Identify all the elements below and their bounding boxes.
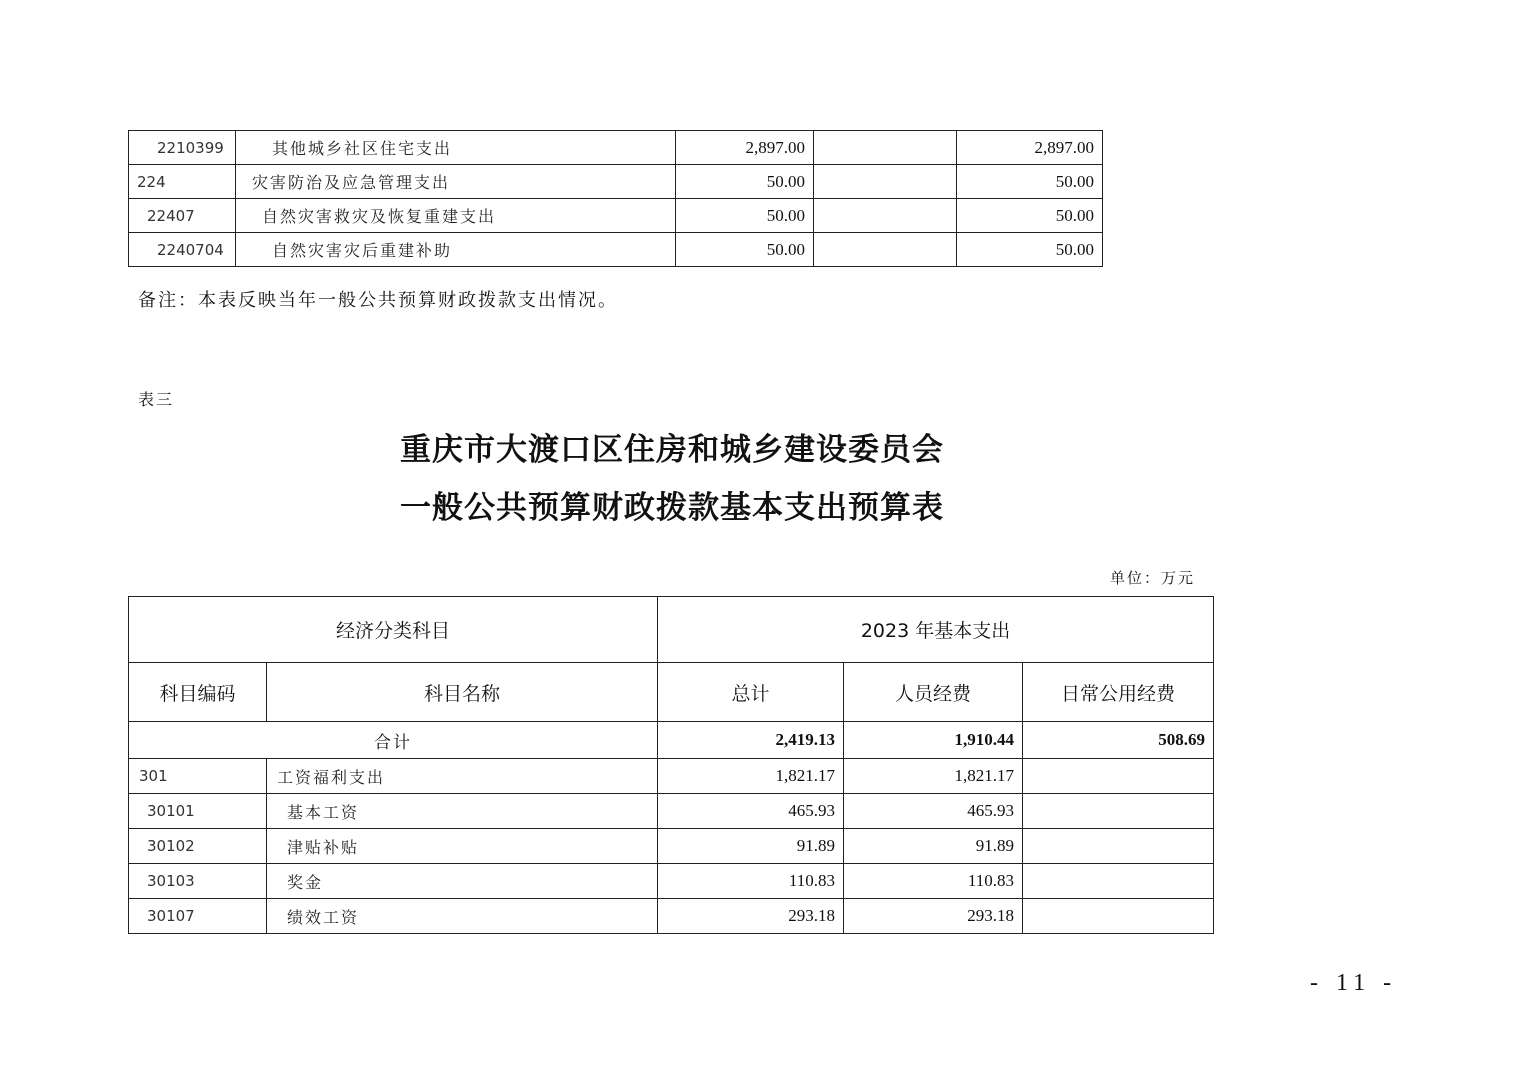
personnel-amount: 293.18 [844, 899, 1023, 934]
subject-name: 奖金 [267, 864, 658, 899]
header-economic-classification: 经济分类科目 [129, 597, 658, 663]
subject-code: 30107 [129, 899, 267, 934]
table-row [129, 165, 1103, 199]
table-row [129, 233, 1103, 267]
table-tag: 表三 [138, 390, 175, 409]
subject-code: 30103 [129, 864, 267, 899]
subject-code: 224 [129, 165, 236, 199]
total-amount: 91.89 [658, 829, 844, 864]
subject-name: 其他城乡社区住宅支出 [236, 131, 676, 165]
page-title-line-1: 重庆市大渡口区住房和城乡建设委员会 [400, 432, 944, 468]
header-column-row [129, 663, 1214, 722]
table-row [129, 899, 1214, 934]
sum-row [129, 722, 1214, 759]
header-group-row [129, 597, 1214, 663]
personnel-amount: 1,821.17 [844, 759, 1023, 794]
basic-amount [814, 233, 957, 267]
subject-name: 灾害防治及应急管理支出 [236, 165, 676, 199]
expenditure-table-continued [128, 130, 1103, 267]
project-amount: 2,897.00 [957, 131, 1103, 165]
subject-name: 津贴补贴 [267, 829, 658, 864]
unit-label: 单位：万元 [1110, 569, 1196, 587]
header-basic-expenditure-year: 2023 年基本支出 [658, 597, 1214, 663]
sum-personnel: 1,910.44 [844, 722, 1023, 759]
table-row [129, 131, 1103, 165]
subject-name: 自然灾害救灾及恢复重建支出 [236, 199, 676, 233]
project-amount: 50.00 [957, 165, 1103, 199]
header-subject-name: 科目名称 [267, 663, 658, 722]
total-amount: 465.93 [658, 794, 844, 829]
total-amount: 1,821.17 [658, 759, 844, 794]
sum-public: 508.69 [1023, 722, 1214, 759]
table-row [129, 794, 1214, 829]
public-amount [1023, 899, 1214, 934]
personnel-amount: 91.89 [844, 829, 1023, 864]
total-amount: 110.83 [658, 864, 844, 899]
sum-total: 2,419.13 [658, 722, 844, 759]
personnel-amount: 465.93 [844, 794, 1023, 829]
subject-code: 2240704 [129, 233, 236, 267]
header-public-expense: 日常公用经费 [1023, 663, 1214, 722]
total-amount: 50.00 [676, 165, 814, 199]
subject-code: 30102 [129, 829, 267, 864]
project-amount: 50.00 [957, 233, 1103, 267]
table-row [129, 864, 1214, 899]
sum-label: 合计 [129, 722, 658, 759]
personnel-amount: 110.83 [844, 864, 1023, 899]
subject-code: 2210399 [129, 131, 236, 165]
page-number: - 11 - [1310, 970, 1398, 996]
public-amount [1023, 829, 1214, 864]
public-amount [1023, 759, 1214, 794]
subject-code: 30101 [129, 794, 267, 829]
total-amount: 2,897.00 [676, 131, 814, 165]
total-amount: 50.00 [676, 233, 814, 267]
table-row [129, 199, 1103, 233]
public-amount [1023, 794, 1214, 829]
table-row [129, 759, 1214, 794]
table-row [129, 829, 1214, 864]
header-total: 总计 [658, 663, 844, 722]
basic-amount [814, 199, 957, 233]
basic-expenditure-table [128, 596, 1214, 934]
subject-code: 301 [129, 759, 267, 794]
total-amount: 293.18 [658, 899, 844, 934]
project-amount: 50.00 [957, 199, 1103, 233]
total-amount: 50.00 [676, 199, 814, 233]
public-amount [1023, 864, 1214, 899]
subject-name: 基本工资 [267, 794, 658, 829]
header-personnel-expense: 人员经费 [844, 663, 1023, 722]
subject-code: 22407 [129, 199, 236, 233]
page-title-line-2: 一般公共预算财政拨款基本支出预算表 [400, 490, 944, 526]
subject-name: 自然灾害灾后重建补助 [236, 233, 676, 267]
basic-amount [814, 131, 957, 165]
subject-name: 工资福利支出 [267, 759, 658, 794]
table-remark: 备注：本表反映当年一般公共预算财政拨款支出情况。 [138, 290, 618, 311]
subject-name: 绩效工资 [267, 899, 658, 934]
basic-amount [814, 165, 957, 199]
header-subject-code: 科目编码 [129, 663, 267, 722]
